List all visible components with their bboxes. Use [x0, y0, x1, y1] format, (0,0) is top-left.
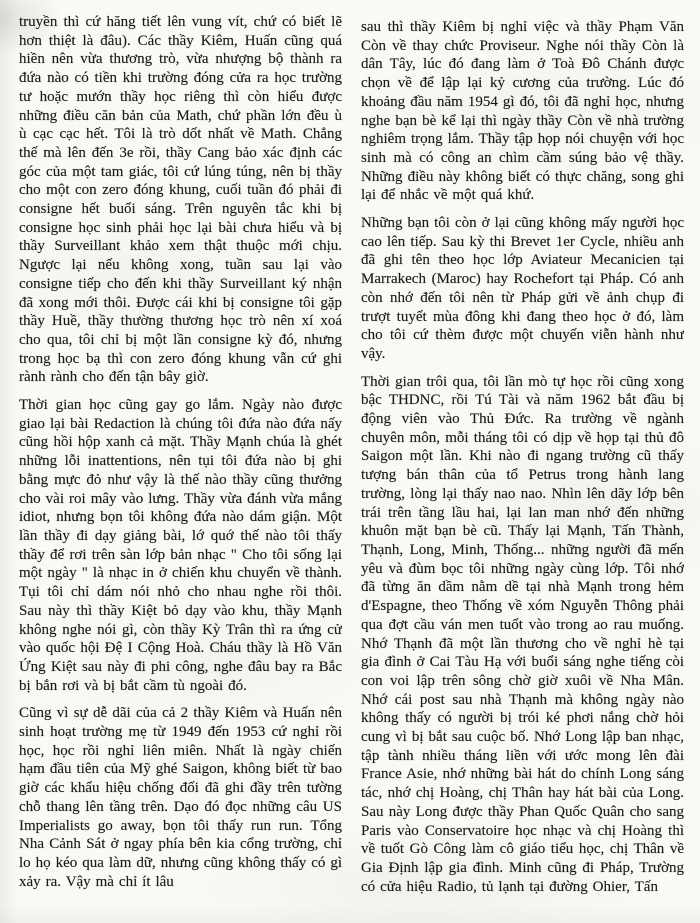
right-column — [361, 13, 684, 915]
paragraph: Thời gian trôi qua, tôi lần mò tự học rồi cũng xong bậc THDNC, rồi Tú Tài và năm 1962 bắt đầu bị động viên vào Thủ Đức. Ra trường về ngành chuyên môn, mỗi tháng tôi có dịp về họp tại thủ đô Saigon một lần. Khi nào đi ngang trường cũ thấy tượng bán thân của tổ Petrus trong hành lang trường, lòng lại thấy nao nao. Nhìn lên dãy lớp bên trái trên tầng lầu hai, lại lan man nhớ đến những khuôn mặt bạn bè cũ. Thấy lại Mạnh, Tấn Thành, Thạnh, Long, Minh, Thống... những người đã mến yêu và đùm bọc tôi những ngày cùng lớp. Tôi nhớ đã từng ăn dầm nằm dề tại nhà Mạnh trong hẻm d'Espagne, theo Thống về xóm Nguyễn Thông phải qua đợt cầu ván men tuốt vào trong ao rau muống. Nhớ Thạnh đã một lần thương cho về nghỉ hè tại gia đình ở Cai Tàu Hạ với buổi sáng nghe tiếng còi con voi lập trên sông chờ giờ xuôi về Nha Mân. Nhớ cái post sau nhà Thạnh mà không ngày nào không thấy có người bị trói ké phơi nắng chờ hỏi cung vì bị bắt sau cuộc bố. Nhớ Long lập ban nhạc, tập tành nhiều tháng liền với ước mong lên đài France Asie, nhớ những bài hát do chính Long sáng tác, nhớ chị Hoàng, chị Thân hay hát bài của Long. Sau này Long được thầy Phan Quốc Quân cho sang Paris vào Conservatoire học nhạc và chị Hoàng thì về tuốt Gò Công làm cô giáo tiểu học, chị Thân về Gia Định lập gia đình. Minh cũng đi Pháp, Trường có cửa hiệu Radio, tủ lạnh tại đường Ohier, Tấn — [361, 373, 684, 895]
paragraph: truyền thì cứ hăng tiết lên vung vít, chứ có biết lẽ hơn thiệt là đâu). Các thầy Kiêm, Huấn cũng quá hiền nên vừa thương trò, vừa nhượng bộ thành ra đứa nào có tiền khi trường đóng cửa ra học trường tư hoặc mướn thầy học riêng thì còn hiểu được những điều căn bản của Math, chứ phần lớn đều ù ù cạc cạc hết. Tôi là trò dốt nhất về Math. Chẳng thế mà lên đến 3e rồi, thầy Cang bảo xác định các góc của một tam giác, tôi cứ lúng túng, nên bị thầy cho một con zero đóng khung, cuối tuần đó phải đi consigne hết buổi sáng. Trên nguyên tắc khi bị consigne học sinh phải học lại bài chưa hiểu và bị thầy Surveillant khảo xem thật thuộc mới chịu. Ngược lại nếu không xong, tuần sau lại vào consigne tiếp cho đến khi thầy Surveillant ký nhận đã xong mới thôi. Được cái khi bị consigne tôi gặp thầy Huề, thầy thường thương học trò nên xí xoá cho qua, tôi chỉ bị một lần consigne kỳ đó, nhưng trong học bạ thì con zero đóng khung vẫn cứ ghi rành rành cho đến tận bây giờ. — [19, 14, 342, 386]
paragraph: Cũng vì sự dễ dãi của cả 2 thầy Kiêm và Huấn nên sinh hoạt trường mẹ từ 1949 đến 1953 cứ nghỉ rồi học, học rồi nghỉ liên miên. Nhất là ngày chiến hạm đầu tiên của Mỹ ghé Saigon, không biết từ bao giờ các khẩu hiệu chống đối đã ghi đầy trên tường chỗ thang lên tầng trên. Dạo đó đọc những câu US Imperialists go away, bọn tôi thấy run run. Tổng Nha Cảnh Sát ở ngay phía bên kia cổng trường, chỉ lo họ kéo qua làm dữ, nhưng cũng không thấy có gì xảy ra. Vậy mà chỉ ít lâu — [19, 705, 342, 890]
two-column-layout — [19, 13, 684, 915]
paragraph: Những bạn tôi còn ở lại cũng không mấy người học cao lên tiếp. Sau kỳ thi Brevet 1er Cycle, nhiều anh đã ghi tên theo học lớp Aviateur Mecanicien tại Marrakech (Maroc) hay Rochefort tại Pháp. Có anh còn nhớ đến tôi nên từ Pháp gửi về ảnh chụp đi trượt tuyết mùa đông khi đang theo học ở đó, làm cho tôi cứ thèm được một chuyến viễn hành như vậy. — [361, 215, 684, 362]
paragraph: Thời gian học cũng gay go lắm. Ngày nào được giao lại bài Redaction là chúng tôi đứa nào đứa nấy cũng hồi hộp xanh cả mặt. Thầy Mạnh chúa là ghét những lỗi inattentions, nên tụi tôi đứa nào bị ghi bằng mực đỏ như vậy là thế nào thầy cũng thưởng cho vài roi mây vào lưng. Thầy vừa đánh vừa mắng idiot, nhưng bọn tôi không đứa nào dám giận. Một lần thầy đi dạy giảng bài, lớ quớ thế nào tôi thấy thầy để rơi trên sàn lớp bản nhạc " Cho tôi sống lại một ngày " là nhạc in ở chiến khu chuyển về thành. Tụi tôi chỉ dám nói nhỏ cho nhau nghe rồi thôi. Sau này thì thầy Kiệt bỏ dạy vào khu, thầy Mạnh không nghe nói gì, còn thầy Kỳ Trân thì ra ứng cử vào quốc hội Đệ I Cộng Hoà. Cháu thầy là Hồ Văn Ứng Kiệt sau này đi phi công, nghe đâu bay ra Bắc bị bắn rơi và bị bắt cầm tù ngoài đó. — [19, 397, 342, 694]
paragraph: sau thì thầy Kiêm bị nghỉ việc và thầy Phạm Văn Còn về thay chức Proviseur. Nghe nói thầy Còn là dân Tây, lúc đó đang làm ở Toà Đô Chánh được chọn về để lập lại kỷ cương của trường. Lúc đó khoảng đầu năm 1954 gì đó, tôi đã nghỉ học, nhưng nghe bạn bè kể lại thì ngày thầy Còn về nhà trường nghiêm trọng lắm. Thầy tập họp nói chuyện với học sinh mà có công an chìm cầm súng bảo vệ thầy. Những điều này không biết có thực chăng, song ghi lại để nhắc về một quá khứ. — [361, 19, 684, 204]
left-column — [19, 13, 342, 915]
